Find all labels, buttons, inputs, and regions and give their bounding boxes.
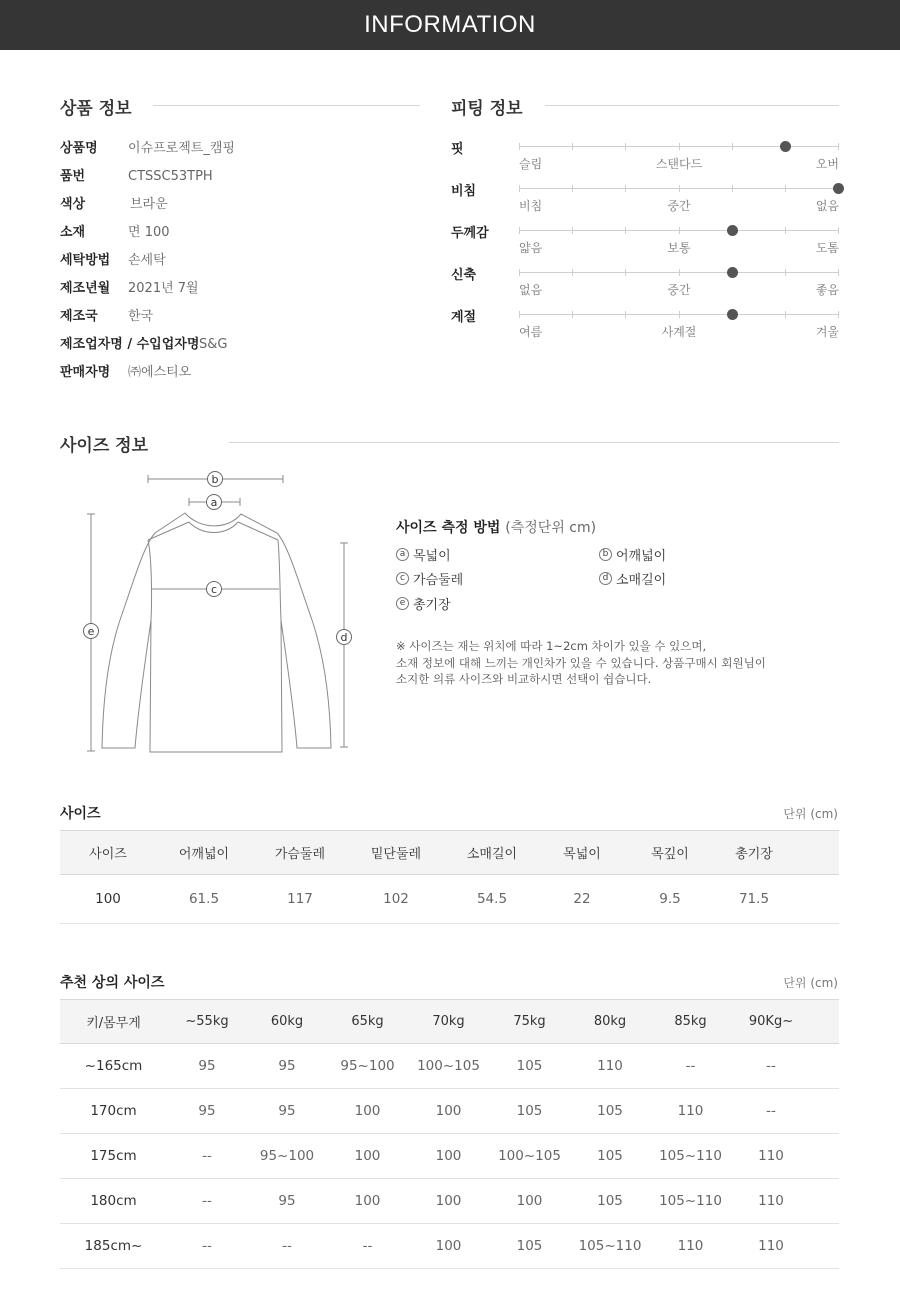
table-cell: 95~100 bbox=[327, 1044, 408, 1089]
product-info-value: 브라운 bbox=[130, 197, 168, 212]
fitting-scale-tick bbox=[838, 269, 839, 276]
recommend-table-unit: 단위 (cm) bbox=[783, 976, 838, 990]
table-cell: 54.5 bbox=[444, 875, 540, 924]
fitting-scale-track bbox=[519, 272, 838, 273]
table-cell: 105 bbox=[489, 1224, 570, 1269]
product-info-divider bbox=[153, 105, 420, 106]
product-info-row bbox=[60, 307, 154, 327]
fitting-scale-tick bbox=[572, 185, 573, 192]
table-cell: -- bbox=[167, 1224, 247, 1269]
measure-mark-a: a bbox=[396, 548, 409, 561]
measure-mark-e: e bbox=[396, 597, 409, 610]
fitting-level-dot bbox=[727, 267, 738, 278]
product-info-row bbox=[60, 363, 192, 383]
fitting-scale-track bbox=[519, 230, 838, 231]
measure-item bbox=[599, 569, 666, 588]
table-cell: 100 bbox=[327, 1179, 408, 1224]
fitting-scale-mid: 스탠다드 bbox=[655, 157, 703, 171]
recommend-table-row bbox=[60, 1089, 839, 1134]
product-info-label: 색상 bbox=[60, 197, 86, 212]
marker-c bbox=[207, 582, 222, 597]
product-info-label: 제조업자명 / 수입업자명 bbox=[60, 337, 200, 352]
table-cell: 105 bbox=[489, 1089, 570, 1134]
table-cell-spacer bbox=[811, 1134, 839, 1179]
table-cell: 100 bbox=[408, 1134, 489, 1179]
fitting-scale-tick bbox=[785, 185, 786, 192]
fitting-scale-labels bbox=[519, 197, 839, 213]
column-header: 총기장 bbox=[716, 831, 792, 875]
marker-b bbox=[208, 472, 223, 487]
measure-unit: (측정단위 cm) bbox=[505, 520, 597, 536]
table-cell: 110 bbox=[731, 1134, 811, 1179]
table-cell: 100 bbox=[408, 1179, 489, 1224]
shirt-outline bbox=[102, 513, 331, 752]
fitting-scale-tick bbox=[625, 269, 626, 276]
fitting-info-title: 피팅 정보 bbox=[451, 99, 523, 119]
size-table-title: 사이즈 bbox=[60, 806, 101, 822]
fitting-scale-tick bbox=[519, 185, 520, 192]
fitting-scale-high: 도톰 bbox=[815, 241, 839, 255]
fitting-scale-low: 여름 bbox=[519, 325, 543, 339]
fitting-scale-tick bbox=[519, 269, 520, 276]
product-info-row bbox=[60, 279, 199, 299]
table-cell-spacer bbox=[811, 1179, 839, 1224]
shirt-diagram bbox=[70, 465, 370, 765]
product-info-row bbox=[60, 251, 166, 271]
measure-item bbox=[396, 545, 451, 564]
column-header: 사이즈 bbox=[60, 831, 156, 875]
table-cell: 95~100 bbox=[247, 1134, 327, 1179]
table-cell: ~165cm bbox=[60, 1044, 167, 1089]
product-info-label: 상품명 bbox=[60, 141, 98, 156]
fitting-label: 계절 bbox=[451, 310, 477, 325]
size-table-header bbox=[60, 831, 839, 875]
fitting-scale-tick bbox=[838, 143, 839, 150]
fitting-level-dot bbox=[727, 225, 738, 236]
product-info-value: CTSSC53TPH bbox=[128, 169, 213, 184]
table-cell: 100 bbox=[60, 875, 156, 924]
product-info-row bbox=[60, 335, 228, 355]
column-header: 90Kg~ bbox=[731, 1000, 811, 1044]
column-header: 키/몸무게 bbox=[60, 1000, 167, 1044]
product-info-title: 상품 정보 bbox=[60, 99, 132, 119]
column-header-spacer bbox=[792, 831, 839, 875]
table-cell: 170cm bbox=[60, 1089, 167, 1134]
fitting-scale-low: 얇음 bbox=[519, 241, 543, 255]
product-info-value: 손세탁 bbox=[128, 253, 166, 268]
fitting-scale-labels bbox=[519, 323, 839, 339]
fitting-level-dot bbox=[727, 309, 738, 320]
table-cell-spacer bbox=[811, 1089, 839, 1134]
table-cell: 105 bbox=[489, 1044, 570, 1089]
product-info-value: ㈜에스티오 bbox=[128, 365, 192, 380]
fitting-scale-labels bbox=[519, 155, 839, 171]
column-header: 65kg bbox=[327, 1000, 408, 1044]
table-cell: 9.5 bbox=[624, 875, 716, 924]
table-cell: -- bbox=[327, 1224, 408, 1269]
table-cell: 110 bbox=[650, 1224, 731, 1269]
product-info-label: 제조년월 bbox=[60, 281, 111, 296]
column-header: ~55kg bbox=[167, 1000, 247, 1044]
fitting-scale-high: 좋음 bbox=[815, 283, 839, 297]
product-info-label: 품번 bbox=[60, 169, 86, 184]
table-cell: 105~110 bbox=[650, 1179, 731, 1224]
fitting-scale-tick bbox=[732, 185, 733, 192]
product-info-row bbox=[60, 167, 213, 187]
product-info-label: 세탁방법 bbox=[60, 253, 111, 268]
table-cell: 100 bbox=[408, 1224, 489, 1269]
size-note-line: 소재 정보에 대해 느끼는 개인차가 있을 수 있습니다. 상품구매시 회원님이 bbox=[396, 655, 766, 670]
fitting-scale-tick bbox=[838, 311, 839, 318]
measure-item bbox=[396, 569, 463, 588]
fitting-scale-tick bbox=[519, 311, 520, 318]
recommend-table-header bbox=[60, 1000, 839, 1044]
column-header: 60kg bbox=[247, 1000, 327, 1044]
marker-a bbox=[207, 495, 222, 510]
measure-mark-d: d bbox=[599, 572, 612, 585]
fitting-scale-low: 없음 bbox=[519, 283, 543, 297]
fitting-scale-tick bbox=[572, 269, 573, 276]
table-cell: -- bbox=[167, 1179, 247, 1224]
fitting-level-dot bbox=[833, 183, 844, 194]
table-cell: 105 bbox=[570, 1179, 650, 1224]
table-cell: -- bbox=[731, 1089, 811, 1134]
table-cell: 105~110 bbox=[650, 1134, 731, 1179]
size-table-unit: 단위 (cm) bbox=[783, 807, 838, 821]
fitting-scale-tick bbox=[625, 227, 626, 234]
measure-method-label: 사이즈 측정 방법 bbox=[396, 520, 501, 536]
size-note-line: ※ 사이즈는 재는 위치에 따라 1~2cm 차이가 있을 수 있으며, bbox=[396, 639, 707, 653]
column-header-spacer bbox=[811, 1000, 839, 1044]
svg-text:e: e bbox=[87, 625, 95, 638]
measure-mark-b: b bbox=[599, 548, 612, 561]
table-cell: 175cm bbox=[60, 1134, 167, 1179]
fitting-scale-labels bbox=[519, 239, 839, 255]
fitting-scale-high: 없음 bbox=[815, 199, 839, 213]
product-info-row bbox=[60, 139, 235, 159]
size-table-row bbox=[60, 875, 839, 924]
measure-method-title bbox=[396, 517, 596, 537]
fitting-scale-tick bbox=[572, 227, 573, 234]
measure-label: 목넓이 bbox=[413, 549, 451, 564]
fitting-scale-mid: 중간 bbox=[667, 283, 691, 297]
table-cell: -- bbox=[247, 1224, 327, 1269]
svg-text:a: a bbox=[210, 496, 218, 509]
measure-item bbox=[599, 545, 666, 564]
table-cell-spacer bbox=[811, 1224, 839, 1269]
marker-d bbox=[337, 630, 352, 645]
fitting-scale-low: 슬림 bbox=[519, 157, 543, 171]
marker-e bbox=[84, 624, 99, 639]
table-cell: 95 bbox=[247, 1179, 327, 1224]
fitting-scale-high: 겨울 bbox=[815, 325, 839, 339]
table-cell: -- bbox=[731, 1044, 811, 1089]
recommend-table bbox=[60, 999, 839, 1269]
size-info-divider bbox=[229, 442, 839, 443]
measure-label: 소매길이 bbox=[616, 573, 667, 588]
page-title: INFORMATION bbox=[364, 11, 536, 38]
table-cell: 95 bbox=[167, 1089, 247, 1134]
table-cell: 110 bbox=[731, 1224, 811, 1269]
product-info-label: 소재 bbox=[60, 225, 86, 240]
fitting-scale-low: 비침 bbox=[519, 199, 543, 213]
table-cell: 95 bbox=[247, 1089, 327, 1134]
measure-mark-c: c bbox=[396, 572, 409, 585]
product-info-value: 2021년 7월 bbox=[128, 281, 199, 296]
fitting-scale-tick bbox=[785, 269, 786, 276]
table-cell: 71.5 bbox=[716, 875, 792, 924]
fitting-scale-tick bbox=[625, 311, 626, 318]
measure-label: 가슴둘레 bbox=[413, 573, 464, 588]
table-cell: -- bbox=[167, 1134, 247, 1179]
size-note-line: 소지한 의류 사이즈와 비교하시면 선택이 쉽습니다. bbox=[396, 672, 652, 686]
recommend-table-row bbox=[60, 1044, 839, 1089]
svg-text:c: c bbox=[210, 583, 218, 596]
fitting-scale-tick bbox=[679, 143, 680, 150]
fitting-scale-tick bbox=[732, 143, 733, 150]
column-header: 소매길이 bbox=[444, 831, 540, 875]
table-cell: 95 bbox=[167, 1044, 247, 1089]
measure-label: 총기장 bbox=[413, 598, 451, 613]
fitting-scale-tick bbox=[838, 227, 839, 234]
header-bar bbox=[0, 0, 900, 50]
recommend-table-title: 추천 상의 사이즈 bbox=[60, 975, 165, 991]
product-info-value: 이슈프로젝트_캠핑 bbox=[128, 141, 235, 156]
measure-label: 어깨넓이 bbox=[616, 549, 667, 564]
fitting-scale-mid: 사계절 bbox=[661, 325, 697, 339]
fitting-scale-track bbox=[519, 146, 838, 147]
fitting-scale-tick bbox=[679, 227, 680, 234]
column-header: 가슴둘레 bbox=[252, 831, 348, 875]
fitting-label: 핏 bbox=[451, 142, 464, 157]
table-cell: 105 bbox=[570, 1134, 650, 1179]
table-cell-spacer bbox=[811, 1044, 839, 1089]
table-cell: 100~105 bbox=[408, 1044, 489, 1089]
table-cell: 95 bbox=[247, 1044, 327, 1089]
svg-text:b: b bbox=[211, 473, 219, 486]
fitting-label: 신축 bbox=[451, 268, 477, 283]
table-cell: 100~105 bbox=[489, 1134, 570, 1179]
column-header: 어깨넓이 bbox=[156, 831, 252, 875]
fitting-scale-tick bbox=[519, 227, 520, 234]
fitting-label: 두께감 bbox=[451, 226, 489, 241]
fitting-scale-tick bbox=[679, 311, 680, 318]
table-cell: 185cm~ bbox=[60, 1224, 167, 1269]
fitting-scale-tick bbox=[572, 311, 573, 318]
shirt-neckline bbox=[189, 522, 238, 533]
table-cell: 22 bbox=[540, 875, 624, 924]
product-info-value: 한국 bbox=[128, 309, 154, 324]
column-header: 80kg bbox=[570, 1000, 650, 1044]
fitting-scale-tick bbox=[572, 143, 573, 150]
svg-text:d: d bbox=[340, 631, 348, 644]
table-cell: 61.5 bbox=[156, 875, 252, 924]
column-header: 75kg bbox=[489, 1000, 570, 1044]
size-note bbox=[396, 638, 816, 688]
fitting-scale-mid: 중간 bbox=[667, 199, 691, 213]
fitting-scale-tick bbox=[785, 227, 786, 234]
column-header: 밑단둘레 bbox=[348, 831, 444, 875]
column-header: 70kg bbox=[408, 1000, 489, 1044]
fitting-scale-tick bbox=[679, 269, 680, 276]
fitting-scale-labels bbox=[519, 281, 839, 297]
table-cell-spacer bbox=[792, 875, 839, 924]
recommend-table-row bbox=[60, 1134, 839, 1179]
recommend-table-row bbox=[60, 1179, 839, 1224]
fitting-level-dot bbox=[780, 141, 791, 152]
table-cell: 105 bbox=[570, 1089, 650, 1134]
table-cell: 110 bbox=[570, 1044, 650, 1089]
fitting-scale-tick bbox=[625, 143, 626, 150]
size-table bbox=[60, 830, 839, 924]
fitting-scale-tick bbox=[785, 311, 786, 318]
table-cell: 100 bbox=[327, 1134, 408, 1179]
fitting-scale-tick bbox=[679, 185, 680, 192]
fitting-info-divider bbox=[545, 105, 839, 106]
fitting-scale-high: 오버 bbox=[815, 157, 839, 171]
product-info-row bbox=[60, 223, 170, 243]
product-info-value: 면 100 bbox=[128, 225, 170, 240]
fitting-label: 비침 bbox=[451, 184, 477, 199]
fitting-scale-track bbox=[519, 188, 838, 189]
fitting-scale-tick bbox=[625, 185, 626, 192]
table-cell: 110 bbox=[731, 1179, 811, 1224]
fitting-scale-track bbox=[519, 314, 838, 315]
table-cell: -- bbox=[650, 1044, 731, 1089]
table-cell: 117 bbox=[252, 875, 348, 924]
table-cell: 100 bbox=[489, 1179, 570, 1224]
recommend-table-row bbox=[60, 1224, 839, 1269]
table-cell: 102 bbox=[348, 875, 444, 924]
product-info-label: 제조국 bbox=[60, 309, 98, 324]
column-header: 목깊이 bbox=[624, 831, 716, 875]
table-cell: 100 bbox=[408, 1089, 489, 1134]
table-cell: 105~110 bbox=[570, 1224, 650, 1269]
table-cell: 100 bbox=[327, 1089, 408, 1134]
product-info-label: 판매자명 bbox=[60, 365, 111, 380]
size-info-title: 사이즈 정보 bbox=[60, 436, 149, 456]
column-header: 85kg bbox=[650, 1000, 731, 1044]
fitting-scale-tick bbox=[519, 143, 520, 150]
table-cell: 180cm bbox=[60, 1179, 167, 1224]
product-info-value: S&G bbox=[199, 337, 228, 352]
product-info-row bbox=[60, 195, 168, 215]
column-header: 목넓이 bbox=[540, 831, 624, 875]
measure-item bbox=[396, 594, 451, 613]
fitting-scale-mid: 보통 bbox=[667, 241, 691, 255]
table-cell: 110 bbox=[650, 1089, 731, 1134]
